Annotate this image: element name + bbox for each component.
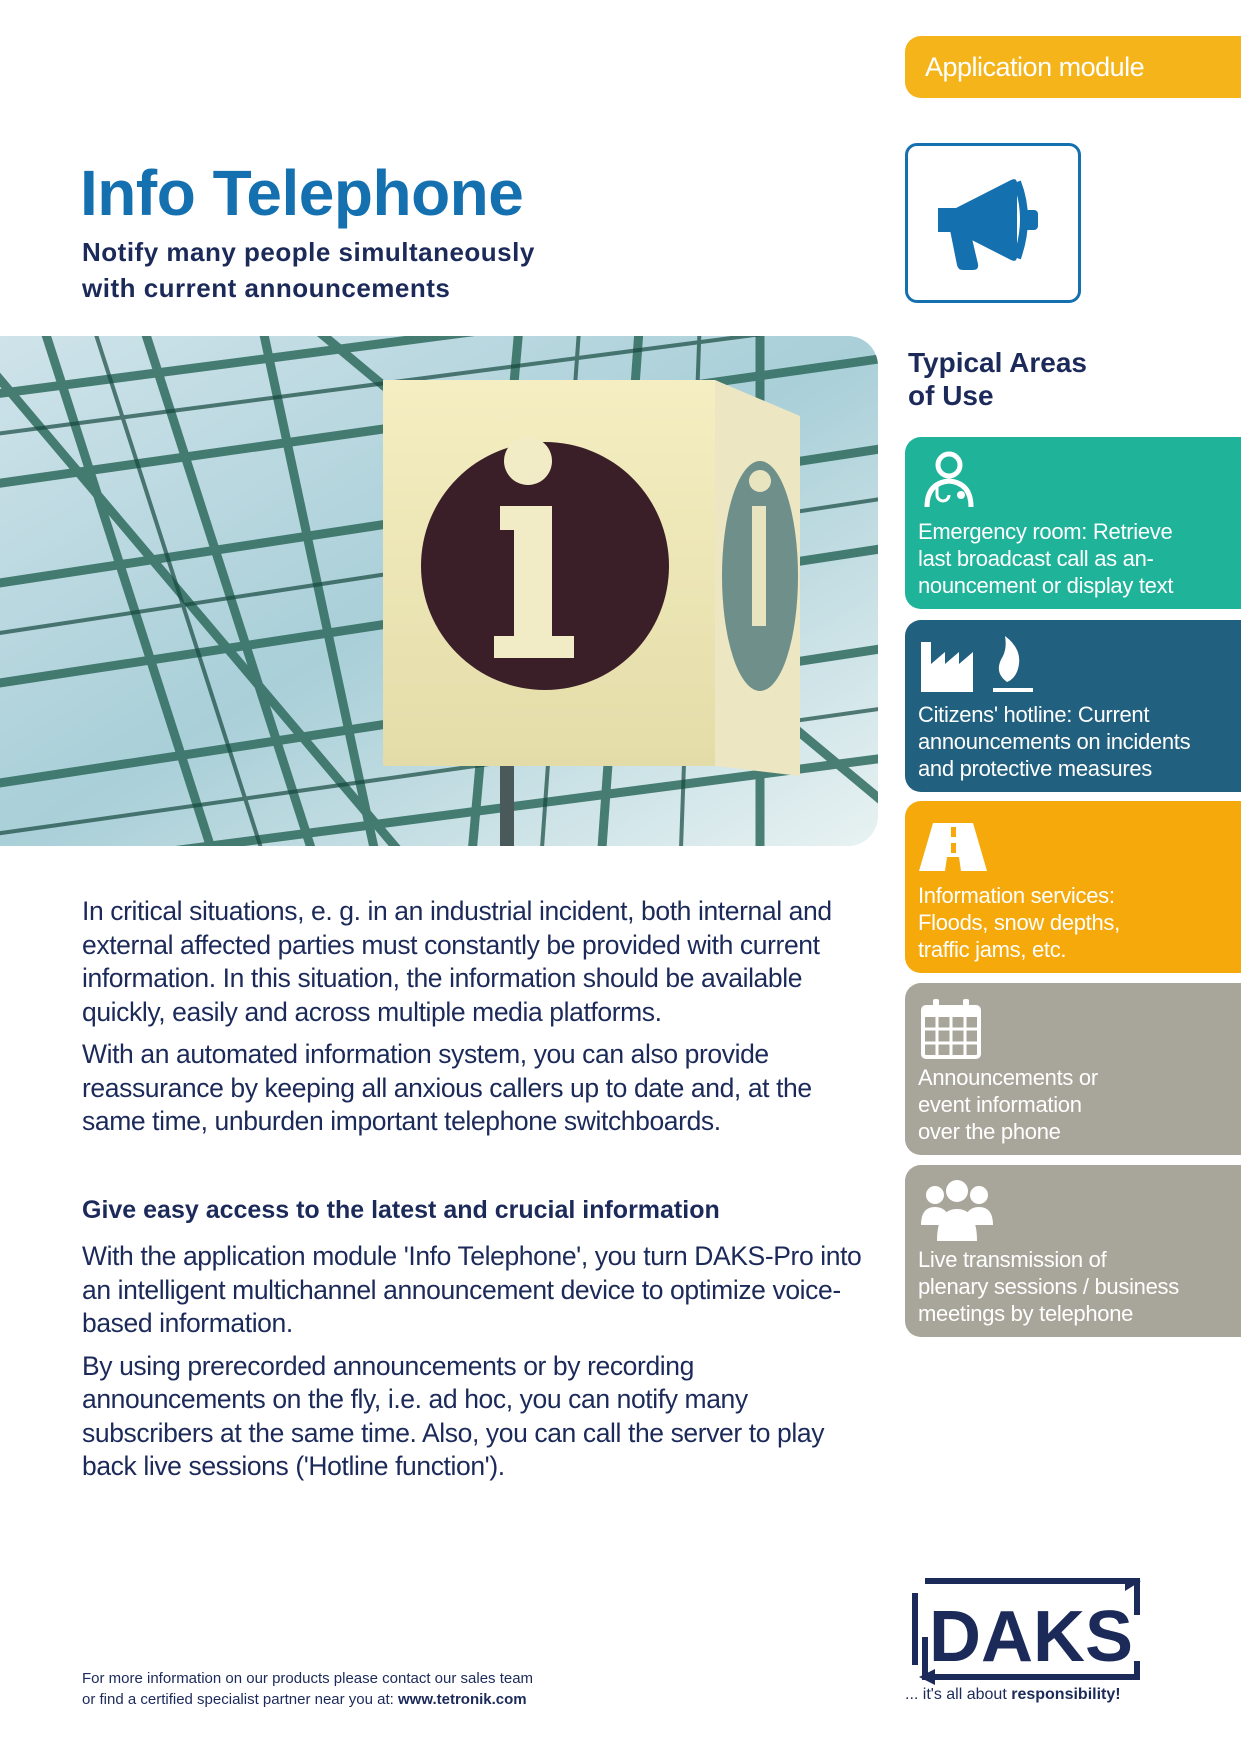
heading-line: of Use — [908, 380, 994, 411]
heading-line: Typical Areas — [908, 347, 1087, 378]
group-icon — [919, 1179, 995, 1243]
typical-areas-heading — [908, 346, 1158, 412]
area-tile-live-transmission — [905, 1165, 1241, 1337]
logo-text: DAKS — [928, 1597, 1134, 1677]
footer-text: or find a certified specialist partner near you at: — [82, 1691, 394, 1708]
tile-line: over the phone — [918, 1119, 1061, 1144]
intro-text — [82, 895, 862, 1148]
footer-line: For more information on our products please contact our sales team — [82, 1670, 534, 1687]
tile-line: Citizens' hotline: Current — [918, 702, 1150, 727]
tile-line: Information services: — [918, 883, 1115, 908]
paragraph: In critical situations, e. g. in an industrial incident, both internal and external affected parties must constantly be provided with current information. In this situation, the information should be available quickly, easily and across multiple media platforms. — [82, 896, 832, 1027]
tile-line: meetings by telephone — [918, 1301, 1134, 1326]
tile-line: last broadcast call as an- — [918, 546, 1154, 571]
tile-line: traffic jams, etc. — [918, 937, 1067, 962]
paragraph: With an automated information system, you can also provide reassurance by keeping all anxious callers up to date and, at the same time, unburden important telephone switchboards. — [82, 1039, 812, 1136]
page-title: Info Telephone — [80, 157, 524, 229]
area-tile-citizens-hotline — [905, 620, 1241, 792]
road-icon — [919, 815, 989, 875]
tile-line: Announcements or — [918, 1065, 1098, 1090]
area-tile-information-services — [905, 801, 1241, 973]
doctor-icon — [919, 451, 979, 511]
application-module-badge: Application module — [905, 36, 1241, 98]
footer-line — [82, 1689, 602, 1710]
module-text — [82, 1240, 862, 1493]
tile-line: Live transmission of — [918, 1247, 1107, 1272]
info-sign-photo — [0, 336, 878, 846]
tile-line: nouncement or display text — [918, 573, 1174, 598]
megaphone-icon-box — [905, 143, 1081, 303]
tile-line: plenary sessions / business — [918, 1274, 1179, 1299]
paragraph: By using prerecorded announcements or by recording announcements on the fly, i.e. ad hoc, you can notify many subscribers at the same time. Also, you can call the server to play back live sessions ('Hotline function'). — [82, 1350, 825, 1481]
website-link[interactable]: www.tetronik.com — [398, 1691, 527, 1708]
factory-fire-icon — [919, 634, 1039, 694]
paragraph: With the application module 'Info Telephone', you turn DAKS-Pro into an intelligent multichannel announcement device to optimize voice-based information. — [82, 1241, 862, 1338]
info-sign-illustration — [0, 336, 878, 846]
logo-tagline — [905, 1686, 1121, 1704]
megaphone-icon — [928, 168, 1058, 278]
area-tile-emergency-room — [905, 437, 1241, 609]
tagline-prefix: ... it's all about — [905, 1686, 1007, 1703]
tile-line: announcements on incidents — [918, 729, 1191, 754]
tile-line: and protective measures — [918, 756, 1153, 781]
tile-line: Emergency room: Retrieve — [918, 519, 1173, 544]
tile-line: event information — [918, 1092, 1082, 1117]
page-subtitle — [82, 234, 602, 306]
tagline-bold: responsibility! — [1011, 1686, 1121, 1703]
area-tile-announcements — [905, 983, 1241, 1155]
subtitle-line: Notify many people simultaneously — [82, 237, 535, 267]
tile-line: Floods, snow depths, — [918, 910, 1120, 935]
footer-contact — [82, 1668, 602, 1710]
calendar-icon — [919, 997, 983, 1061]
subtitle-line: with current announcements — [82, 273, 451, 303]
section-heading: Give easy access to the latest and crucial information — [82, 1196, 720, 1224]
